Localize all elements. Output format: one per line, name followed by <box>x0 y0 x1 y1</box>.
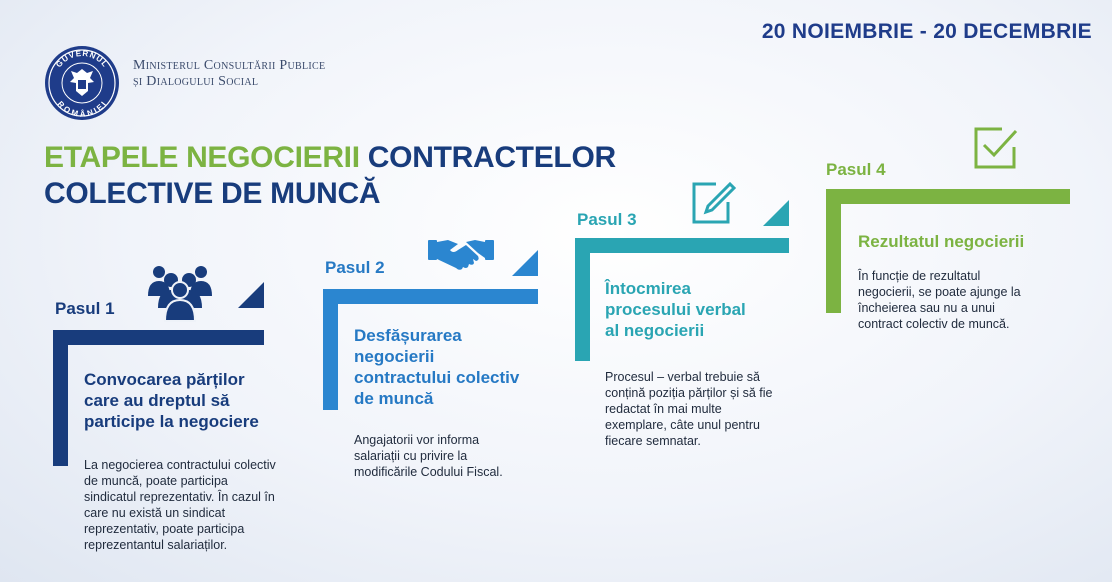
step-3-description <box>605 369 772 449</box>
step-4-title-line: Rezultatul negocierii <box>858 232 1025 251</box>
step-1-bar-horizontal <box>53 330 264 345</box>
step-2-description-line: Angajatorii vor informa <box>354 433 480 447</box>
step-3-corner-triangle <box>763 200 789 226</box>
handshake-icon <box>428 232 494 276</box>
step-1-description-line: de muncă, poate participa <box>84 474 228 488</box>
step-1-bar-vertical <box>53 330 68 466</box>
title-part2: CONTRACTELOR <box>359 141 616 174</box>
date-range: 20 NOIEMBRIE - 20 DECEMBRIE <box>761 20 1092 43</box>
step-4-description-line: În funcție de rezultatul <box>858 269 981 283</box>
step-1-description-line: care nu există un sindicat <box>84 506 226 520</box>
step-2-label: Pasul 2 <box>325 258 385 277</box>
svg-text:ROMÂNIEI: ROMÂNIEI <box>55 99 109 119</box>
step-2-title-line: de muncă <box>354 389 434 408</box>
step-3-title-line: procesului verbal <box>605 300 746 319</box>
step-3-description-line: exemplare, câte unul pentru <box>605 418 760 432</box>
ministry-line-2: și Dialogului Social <box>133 74 259 89</box>
ministry-line-1: Ministerul Consultării Publice <box>133 58 326 73</box>
step-4-title <box>858 231 1024 252</box>
step-4-label: Pasul 4 <box>826 160 886 179</box>
step-3-bar-horizontal <box>575 238 789 253</box>
step-1-title-line: Convocarea părților <box>84 370 245 389</box>
step-2-title <box>354 325 519 409</box>
government-logo <box>43 44 121 122</box>
step-3-description-line: fiecare semnatar. <box>605 434 701 448</box>
step-4-description <box>858 268 1021 332</box>
title-part3: COLECTIVE DE MUNCĂ <box>44 177 381 210</box>
step-3-label: Pasul 3 <box>577 210 637 229</box>
step-3-description-line: conțină poziția părților și să fie <box>605 386 773 400</box>
title-highlight: ETAPELE NEGOCIERII <box>44 141 360 174</box>
step-3-description-line: redactat în mai multe <box>605 402 722 416</box>
step-2-title-line: Desfășurarea <box>354 326 462 345</box>
step-1-description-line: sindicatul reprezentativ. În cazul în <box>84 490 275 504</box>
step-3-description-line: Procesul – verbal trebuie să <box>605 370 760 384</box>
step-3-title-line: al negocierii <box>605 321 705 340</box>
step-4-description-line: negocierii, se poate ajunge la <box>858 285 1021 299</box>
step-1-title-line: participe la negociere <box>84 412 259 431</box>
step-4-bar-horizontal <box>826 189 1070 204</box>
step-2-title-line: negocierii <box>354 347 435 366</box>
step-3-title-line: Întocmirea <box>605 279 691 298</box>
step-1-label: Pasul 1 <box>55 299 115 318</box>
step-2-description-line: salariații cu privire la <box>354 449 468 463</box>
step-2-title-line: contractului colectiv <box>354 368 520 387</box>
step-2-bar-horizontal <box>323 289 538 304</box>
step-4-description-line: contract colectiv de muncă. <box>858 317 1010 331</box>
step-2-bar-vertical <box>323 289 338 410</box>
step-1-description-line: reprezentantul salariaților. <box>84 538 228 552</box>
step-1-description <box>84 457 276 553</box>
step-3-title <box>605 278 746 341</box>
step-2-corner-triangle <box>512 250 538 276</box>
step-2-description <box>354 432 503 480</box>
ministry-name <box>133 58 325 90</box>
checkbox-icon <box>972 125 1018 171</box>
step-3-bar-vertical <box>575 238 590 361</box>
people-group-icon <box>145 258 215 322</box>
step-4-description-line: încheierea sau nu a unui <box>858 301 995 315</box>
svg-text:GUVERNUL: GUVERNUL <box>54 48 110 70</box>
edit-document-icon <box>690 180 736 226</box>
page-title <box>44 140 616 212</box>
step-1-description-line: La negocierea contractului colectiv <box>84 458 276 472</box>
step-4-bar-vertical <box>826 189 841 313</box>
step-1-corner-triangle <box>238 282 264 308</box>
step-2-description-line: modificările Codului Fiscal. <box>354 465 503 479</box>
step-1-description-line: reprezentativ, poate participa <box>84 522 245 536</box>
step-1-title-line: care au dreptul să <box>84 391 230 410</box>
step-1-title <box>84 369 259 432</box>
